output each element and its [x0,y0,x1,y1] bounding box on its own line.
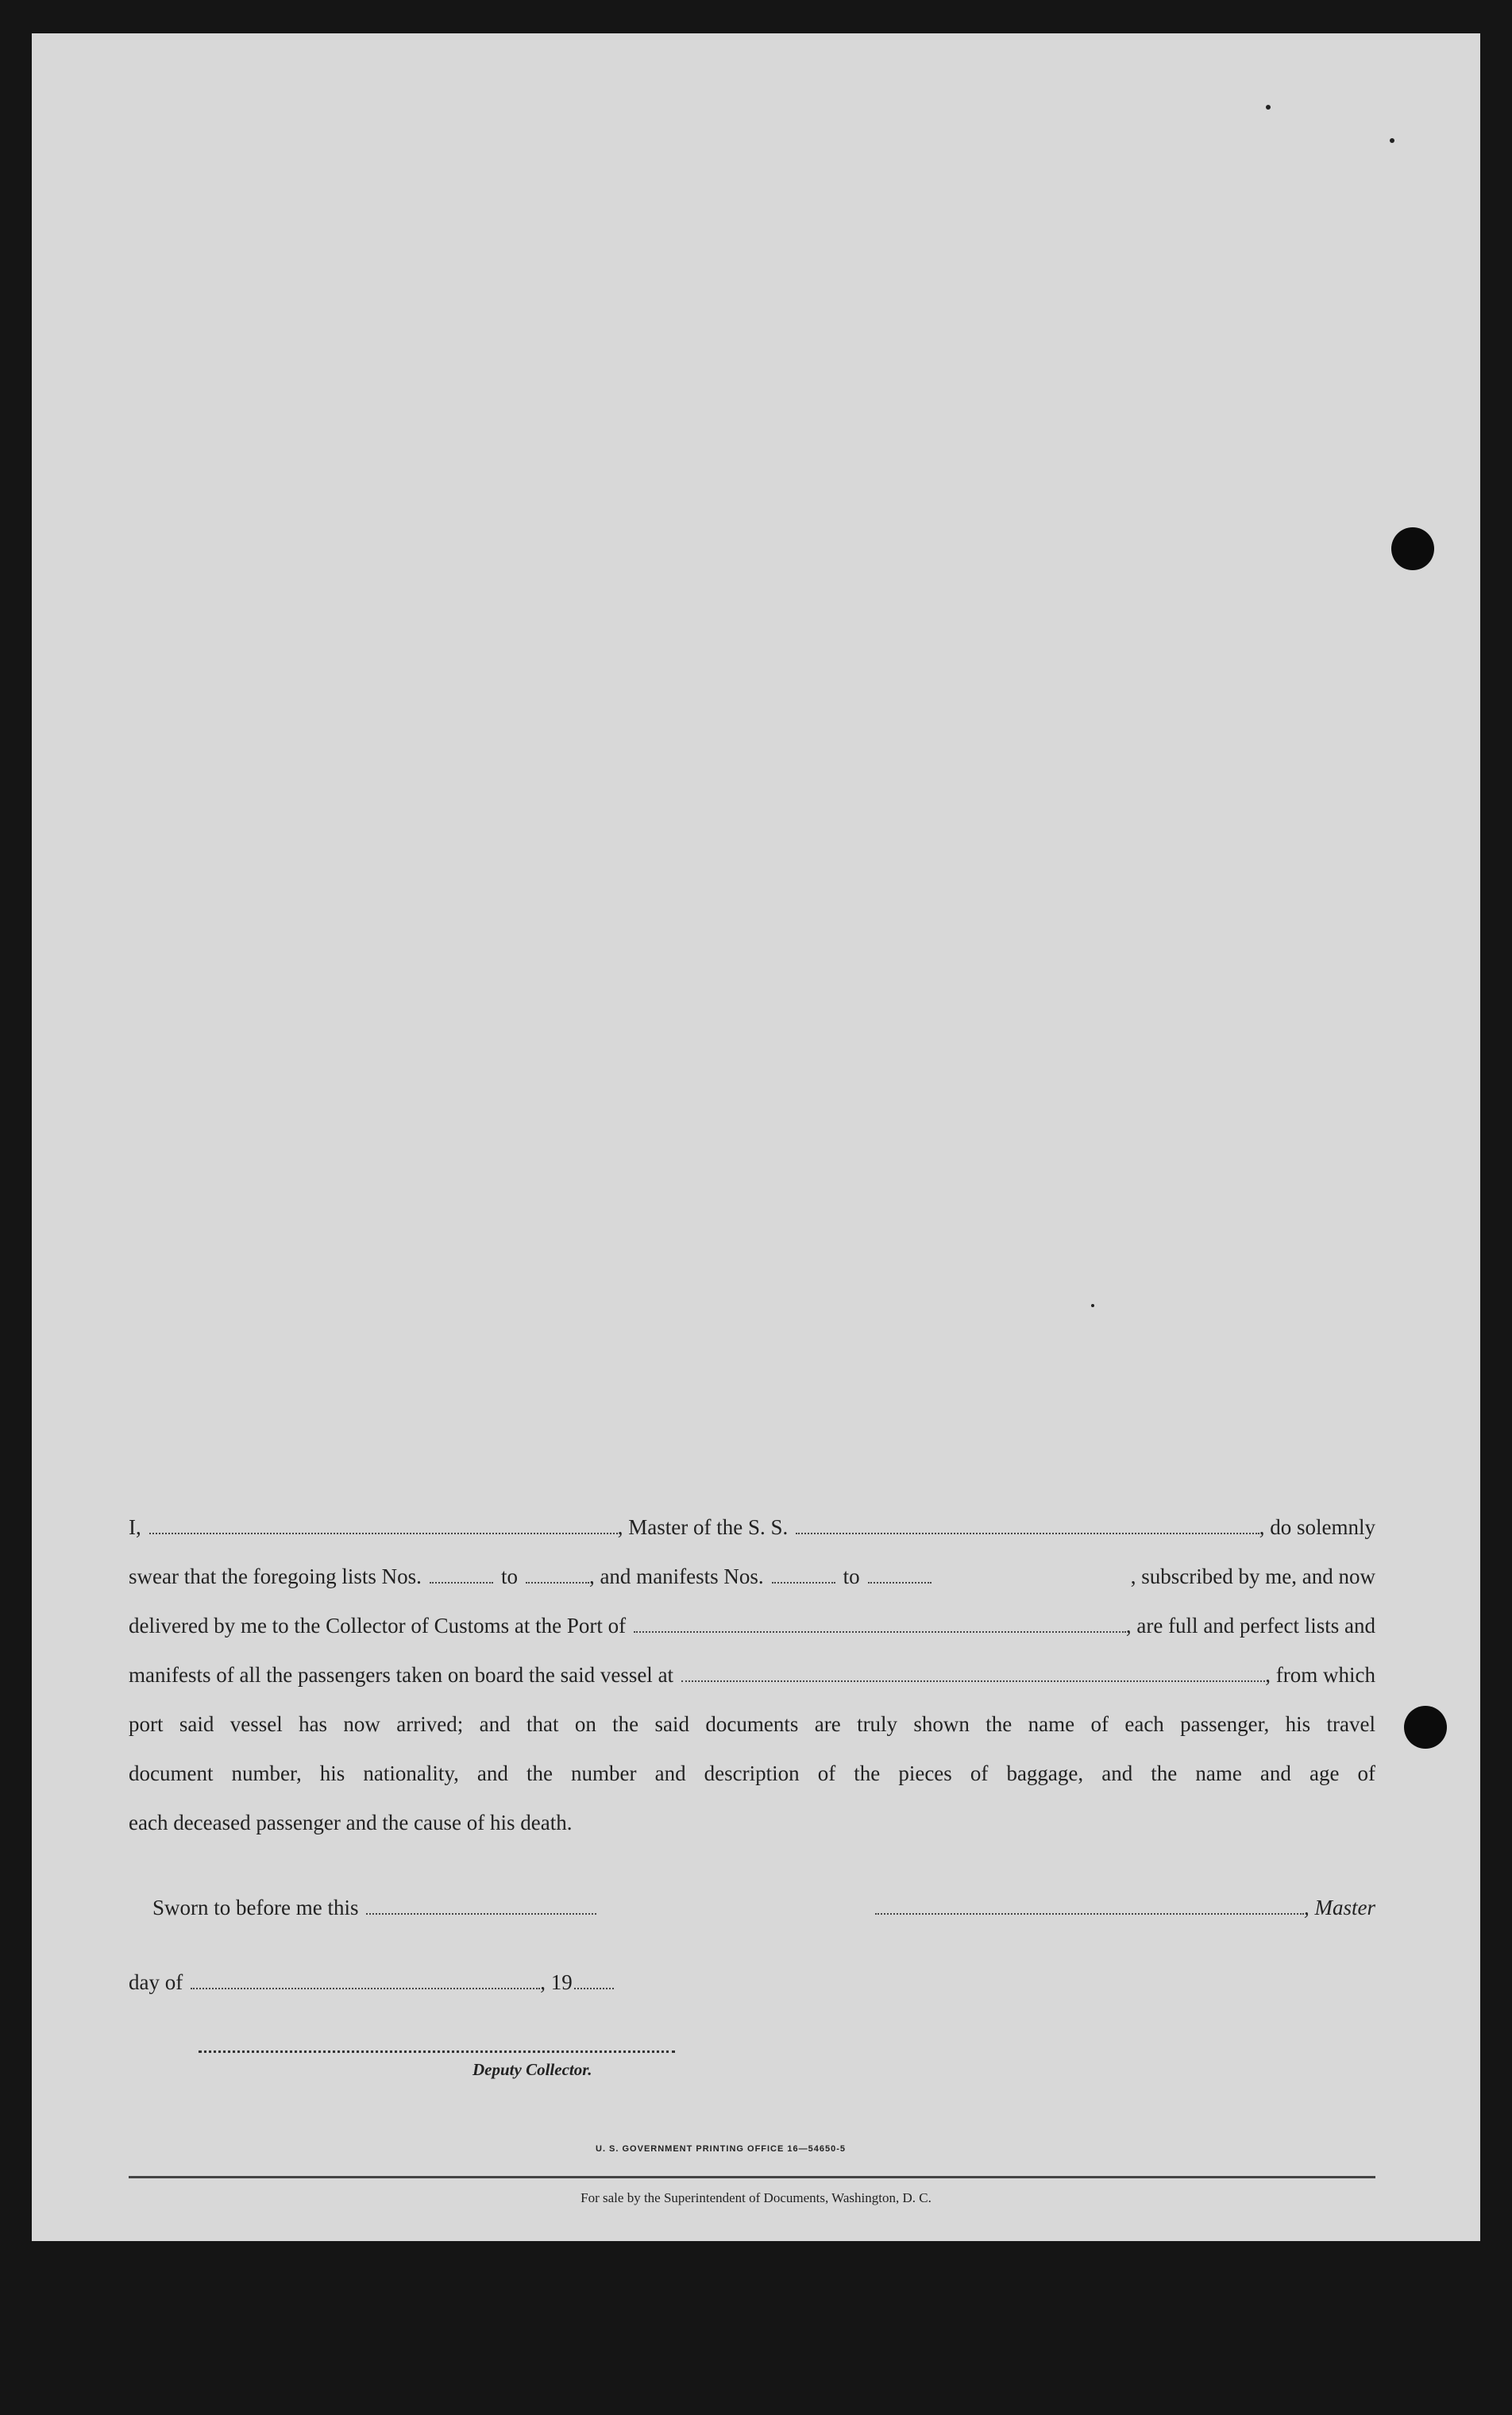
punch-hole-upper [1391,527,1434,570]
manifests-from-blank[interactable] [772,1566,835,1584]
footer-rule [129,2176,1375,2178]
year-prefix: , 19 [540,1970,573,1994]
oath-delivered: delivered by me to the Collector of Customs at the Port of [129,1614,627,1638]
oath-swear: swear that the foregoing lists Nos. [129,1564,422,1588]
master-signature-blank[interactable] [875,1897,1304,1915]
day-of-text: day of [129,1970,183,1994]
printing-office-imprint: U. S. GOVERNMENT PRINTING OFFICE 16—54650-5 [596,2144,847,2154]
oath-line-6: document number, his nationality, and the number and description of the pieces of baggage, and the name and age of [129,1761,1375,1785]
oath-paragraph [129,1503,1375,1847]
sworn-text: Sworn to before me this [152,1896,359,1919]
oath-full-perfect: , are full and perfect lists and [1125,1614,1375,1638]
oath-subscribed: , subscribed by me, and now [1130,1564,1375,1588]
oath-manifests-taken: manifests of all the passengers taken on board the said vessel at [129,1663,674,1687]
oath-line-3 [129,1601,1375,1650]
signature-block [129,1896,1375,2045]
oath-line-2 [129,1552,1375,1601]
document-page [32,33,1480,2241]
departure-port-blank[interactable] [681,1665,1265,1682]
deputy-collector-label: Deputy Collector. [472,2060,592,2079]
oath-to-1: to [500,1564,518,1588]
oath-master-of-ss: , Master of the S. S. [617,1515,789,1539]
year-blank[interactable] [574,1972,614,1989]
sworn-date-blank[interactable] [366,1897,596,1915]
manifests-to-blank[interactable] [868,1566,932,1584]
sale-notice: For sale by the Superintendent of Documents, Washington, D. C. [580,2190,932,2205]
lists-to-blank[interactable] [526,1566,589,1584]
oath-from-which: , from which [1265,1663,1375,1687]
sworn-row [129,1896,1375,1970]
oath-line-7: each deceased passenger and the cause of his death. [129,1811,573,1834]
lists-from-blank[interactable] [430,1566,493,1584]
master-name-blank[interactable] [149,1517,618,1534]
oath-to-2: to [843,1564,860,1588]
punch-hole-lower [1404,1706,1447,1749]
vessel-name-blank[interactable] [796,1517,1259,1534]
oath-solemnly: , do solemnly [1259,1515,1375,1539]
oath-line-1 [129,1503,1375,1552]
speck [1390,138,1394,143]
month-blank[interactable] [191,1972,540,1989]
master-label: , Master [1304,1896,1375,1919]
speck [1091,1304,1094,1307]
oath-i: I, [129,1515,141,1539]
deputy-signature-line[interactable] [199,2050,675,2053]
oath-line-4 [129,1650,1375,1699]
speck [1266,105,1271,110]
day-row [129,1970,1375,2045]
oath-manifests: , and manifests Nos. [588,1564,764,1588]
oath-line-5: port said vessel has now arrived; and that on the said documents are truly shown the name of each passenger, his travel [129,1712,1375,1736]
port-blank[interactable] [634,1615,1126,1633]
